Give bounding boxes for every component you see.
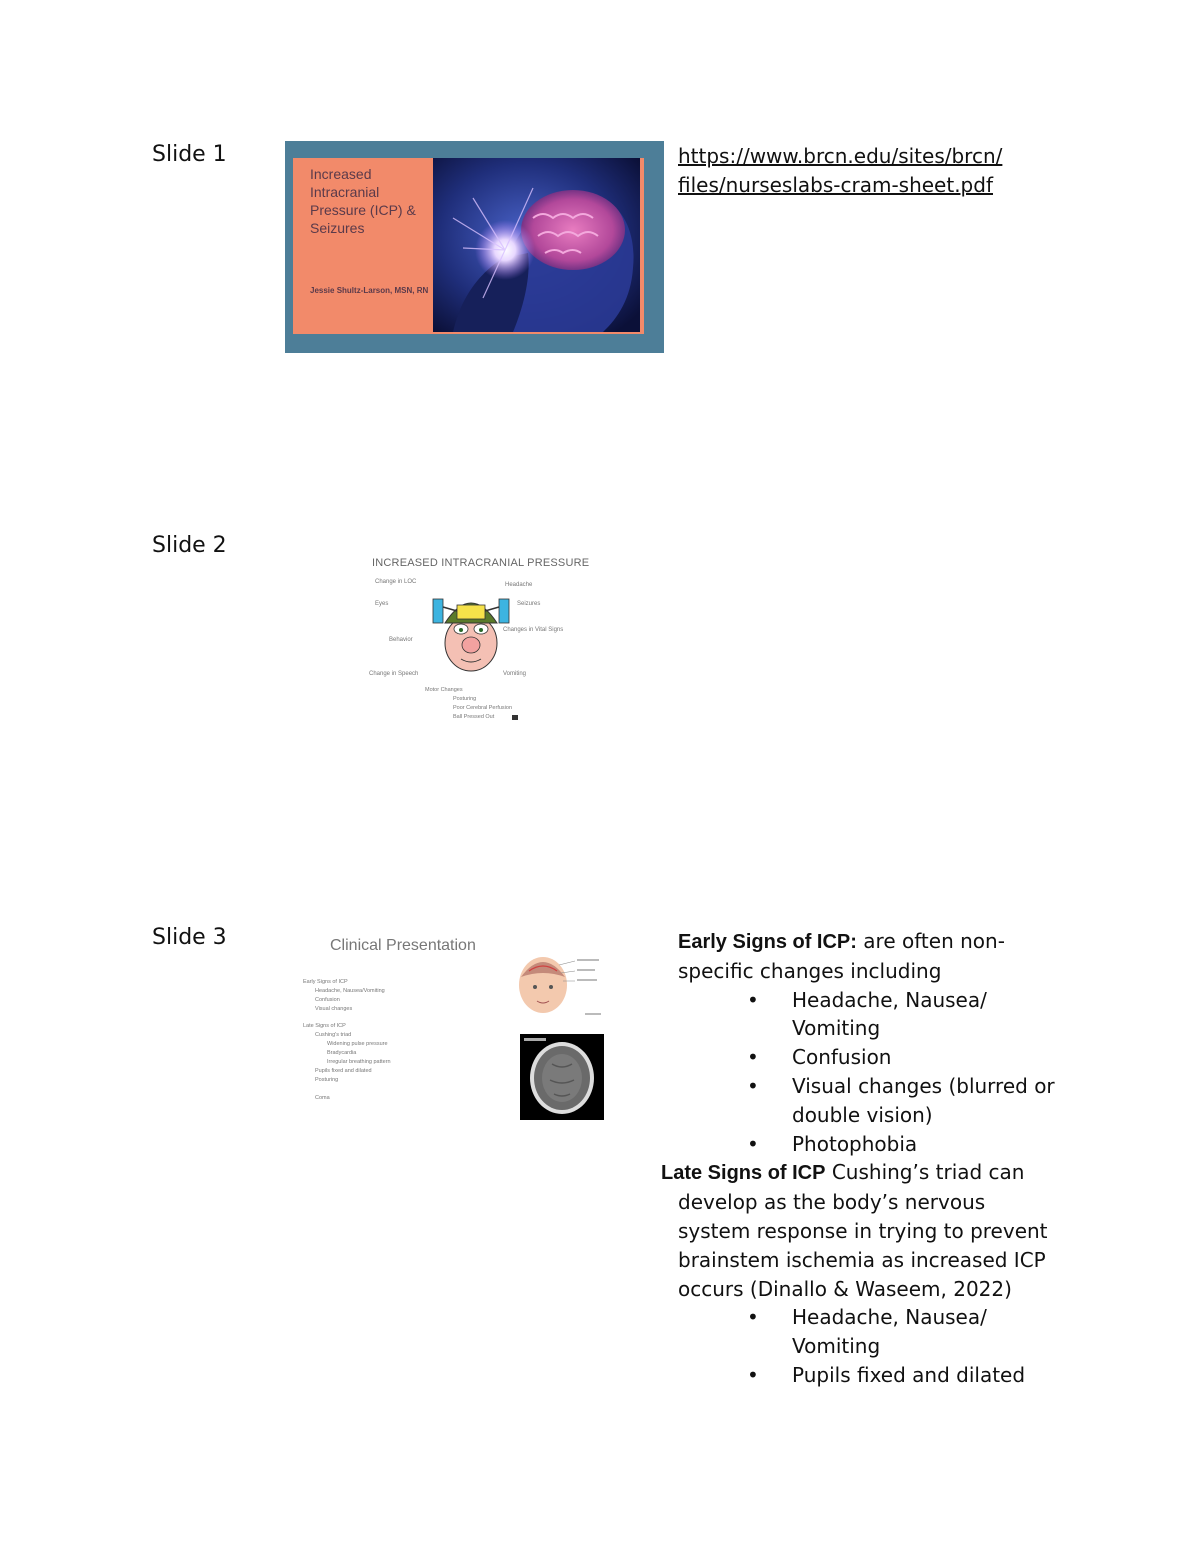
- slide-3-title: Clinical Presentation: [330, 937, 476, 954]
- early-bullet-text: Headache, Nausea/ Vomiting: [792, 987, 987, 1041]
- bullet-icon: •: [747, 1073, 759, 1098]
- slide-3-line: Widening pulse pressure: [327, 1041, 388, 1047]
- slide-2-item: Seizures: [517, 601, 541, 607]
- slide-1-title-line: Seizures: [310, 220, 365, 236]
- early-bullet-text: Confusion: [792, 1045, 892, 1070]
- slide-1-title-line: Intracranial: [310, 184, 380, 200]
- cartoon-head-image: [431, 585, 511, 673]
- slide-2-item: Headache: [505, 582, 533, 588]
- slide-3-line: Confusion: [315, 997, 340, 1003]
- slide-3-line: Coma: [315, 1095, 330, 1101]
- slide-2-item: Change in Speech: [369, 671, 419, 677]
- slide-2-item: Behavior: [389, 637, 413, 643]
- late-signs-heading: Late Signs of ICP: [661, 1162, 826, 1185]
- early-bullet-text: Photophobia: [792, 1131, 918, 1156]
- bullet-icon: •: [747, 1362, 759, 1387]
- bullet-icon: •: [747, 1131, 759, 1156]
- slide-3-line: Bradycardia: [327, 1050, 357, 1056]
- slide-2-item: Vomiting: [503, 671, 527, 677]
- late-signs-paragraph: [661, 1158, 1061, 1303]
- slide-2-item: Poor Cerebral Perfusion: [453, 705, 513, 711]
- slide-3-line: Pupils fixed and dilated: [315, 1068, 372, 1074]
- late-bullet: [661, 1303, 1061, 1361]
- slide-3-line: Late Signs of ICP: [303, 1023, 346, 1029]
- slide-3-line: Posturing: [315, 1077, 339, 1083]
- slide-1-author: Jessie Shultz-Larson, MSN, RN: [310, 286, 429, 295]
- late-signs-text: Cushing’s triad can develop as the body’s nervous system response in trying to prevent brainstem ischemia as increased ICP occurs (Dinallo & Waseem, 2022): [678, 1160, 1048, 1301]
- publisher-logo-icon: [512, 715, 518, 720]
- slide-3-label: Slide 3: [152, 925, 227, 950]
- slide-2-item: Eyes: [375, 601, 389, 607]
- slide-3-line: Visual changes: [315, 1006, 353, 1012]
- bullet-icon: •: [747, 987, 759, 1012]
- early-signs-heading: Early Signs of ICP:: [678, 931, 857, 953]
- slide-3-line: Early Signs of ICP: [303, 979, 348, 985]
- slide-2-label: Slide 2: [152, 533, 227, 558]
- slide-3-line: Irregular breathing pattern: [327, 1059, 391, 1065]
- child-head-diagram-image: [515, 947, 605, 1019]
- bullet-icon: •: [747, 1045, 759, 1070]
- late-bullet: [661, 1361, 1061, 1390]
- slide-1-title-line: Increased: [310, 166, 372, 182]
- slide-1-title: [310, 165, 416, 237]
- source-link[interactable]: [678, 142, 1002, 200]
- early-bullet: [661, 1072, 1061, 1130]
- slide-3-notes: [661, 927, 1061, 1390]
- ct-scan-image: [520, 1034, 604, 1120]
- late-bullet-text: Pupils fixed and dilated: [792, 1362, 1026, 1387]
- slide-3-thumbnail: [297, 935, 609, 1125]
- slide-2-item: Changes in Vital Signs: [503, 627, 564, 633]
- early-signs-paragraph: [661, 927, 1061, 986]
- slide-2-item: Motor Changes: [425, 687, 463, 693]
- source-link-line[interactable]: files/nurseslabs-cram-sheet.pdf: [678, 173, 993, 197]
- slide-2-thumbnail: [365, 555, 590, 725]
- slide-2-title: INCREASED INTRACRANIAL PRESSURE: [372, 557, 590, 569]
- source-link-line[interactable]: https://www.brcn.edu/sites/brcn/: [678, 144, 1003, 168]
- early-bullet-text: Visual changes (blurred or double vision): [792, 1073, 1055, 1127]
- early-bullet: [661, 1130, 1061, 1159]
- slide-3-line: Headache, Nausea/Vomiting: [315, 988, 385, 994]
- early-signs-text: are often non-specific changes including: [678, 929, 1005, 983]
- slide-1-thumbnail: [285, 141, 664, 353]
- slide-2-item: Posturing: [453, 696, 477, 702]
- slide-1-label: Slide 1: [152, 142, 227, 167]
- slide-3-line: Cushing's triad: [315, 1032, 352, 1038]
- slide-2-item: Ball Pressed Out: [453, 714, 495, 720]
- brain-headache-image: [433, 158, 640, 332]
- slide-1-title-line: Pressure (ICP) &: [310, 202, 416, 218]
- late-bullet-text: Headache, Nausea/ Vomiting: [792, 1305, 987, 1359]
- bullet-icon: •: [747, 1305, 759, 1330]
- slide-2-item: Change in LOC: [375, 579, 417, 585]
- early-bullet: [661, 986, 1061, 1044]
- early-bullet: [661, 1043, 1061, 1072]
